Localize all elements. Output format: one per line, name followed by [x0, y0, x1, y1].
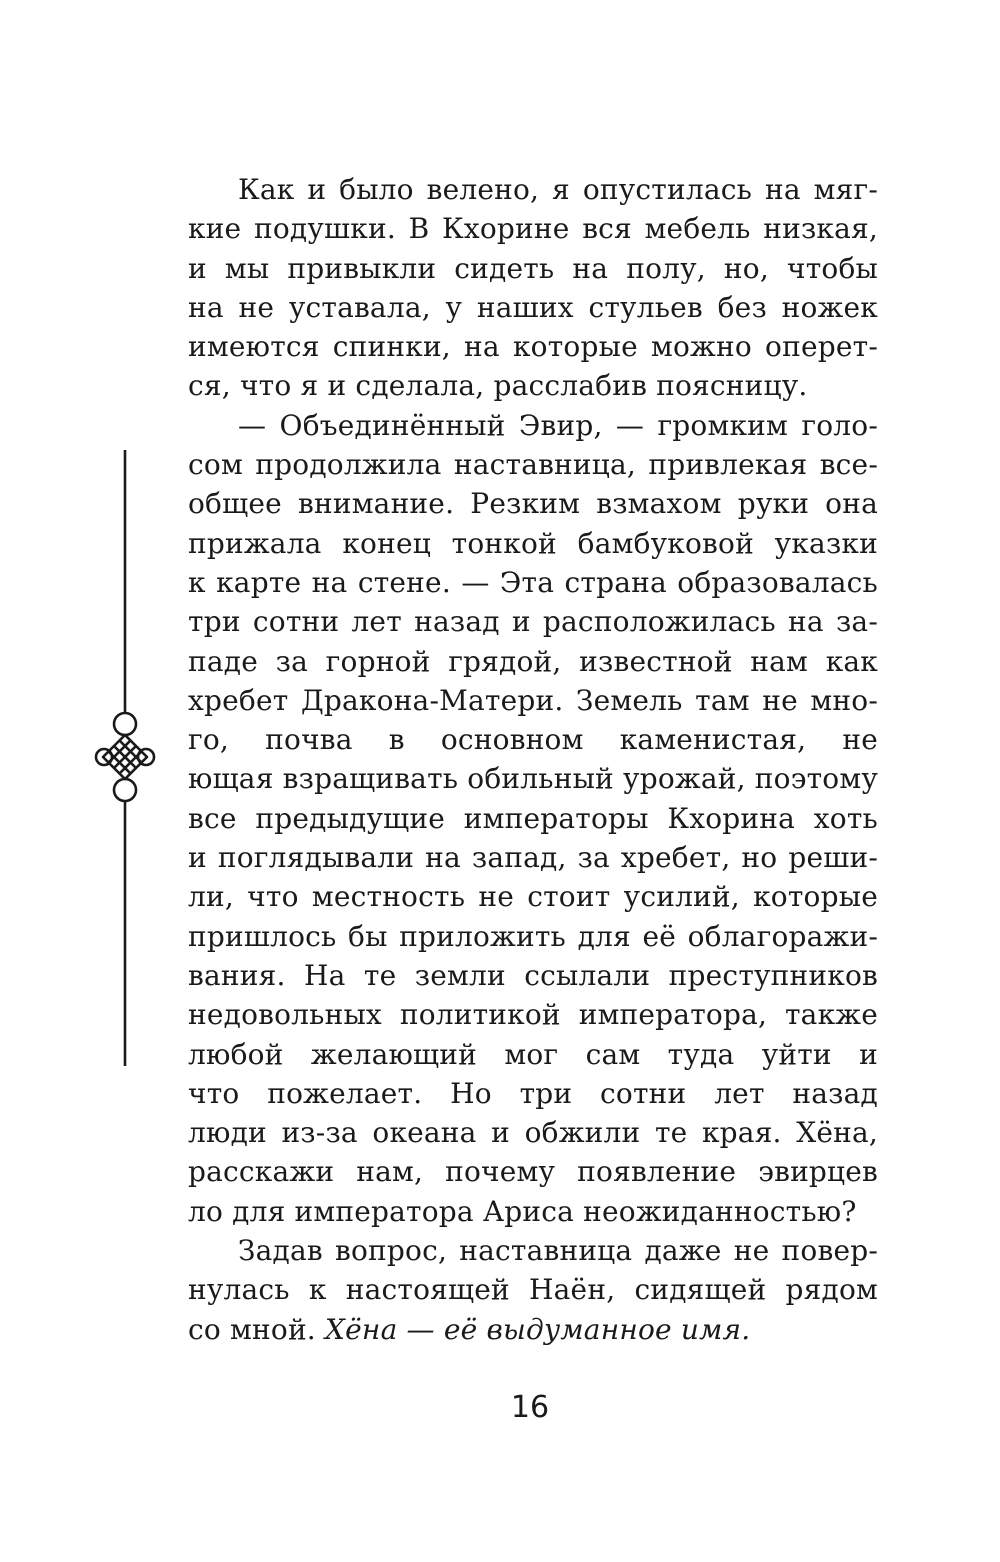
text-line: и поглядывали на запад, за хребет, но реши- [188, 841, 878, 875]
text-line: пришлось бы приложить для её облагоражи- [188, 919, 878, 953]
text-line: го, почва в основном каменистая, не [188, 723, 878, 757]
text-line: ли, что местность не стоит усилий, которые [188, 880, 878, 914]
text-line: хребет Дракона-Матери. Земель там не мно- [188, 683, 878, 717]
body-text [188, 170, 878, 1349]
text-line: паде за горной грядой, известной нам как [188, 644, 878, 678]
text-line: три сотни лет назад и расположилась на за- [188, 605, 878, 639]
text-line: люди из-за океана и обжили те края. Хёна, [188, 1116, 878, 1150]
text-line: — Объединённый Эвир, — громким голо- [238, 408, 878, 442]
text-line: все предыдущие императоры Кхорина хоть [188, 801, 878, 835]
text-line-final [188, 1310, 878, 1349]
page-number: 16 [510, 1390, 550, 1425]
text-line: к карте на стене. — Эта страна образовалась [188, 565, 878, 599]
text-line: кие подушки. В Кхорине вся мебель низкая, [188, 212, 878, 246]
text-line: Задав вопрос, наставница даже не повер- [238, 1234, 878, 1268]
text-line: недовольных политикой императора, также [188, 998, 878, 1032]
text-line: ющая взращивать обильный урожай, поэтому [188, 762, 878, 796]
text-line: ся, что я и сделала, расслабив поясницу. [188, 369, 808, 403]
text-line: прижала конец тонкой бамбуковой указки [188, 526, 878, 560]
text-line: на не уставала, у наших стульев без ножек [188, 290, 878, 324]
text-line: любой желающий мог сам туда уйти и [188, 1037, 878, 1071]
final-line-italic: Хёна — её выдуманное имя. [325, 1312, 751, 1346]
text-line: что пожелает. Но три сотни лет назад [188, 1076, 878, 1110]
text-line: вания. На те земли ссылали преступников [188, 958, 878, 992]
text-line: расскажи нам, почему появление эвирцев [188, 1155, 878, 1189]
text-line: Как и было велено, я опустилась на мяг- [238, 173, 878, 206]
text-line: ло для императора Ариса неожиданностью? [188, 1194, 857, 1228]
text-line: общее внимание. Резким взмахом руки она [188, 487, 878, 521]
text-line: сом продолжила наставница, привлекая все- [188, 448, 878, 482]
final-line-start: со мной. [188, 1312, 326, 1346]
endless-knot-divider-icon [94, 448, 156, 1068]
text-line: и мы привыкли сидеть на полу, но, чтобы [188, 251, 878, 285]
text-line: нулась к настоящей Наён, сидящей рядом [188, 1273, 878, 1307]
text-line: имеются спинки, на которые можно оперет- [188, 330, 878, 364]
